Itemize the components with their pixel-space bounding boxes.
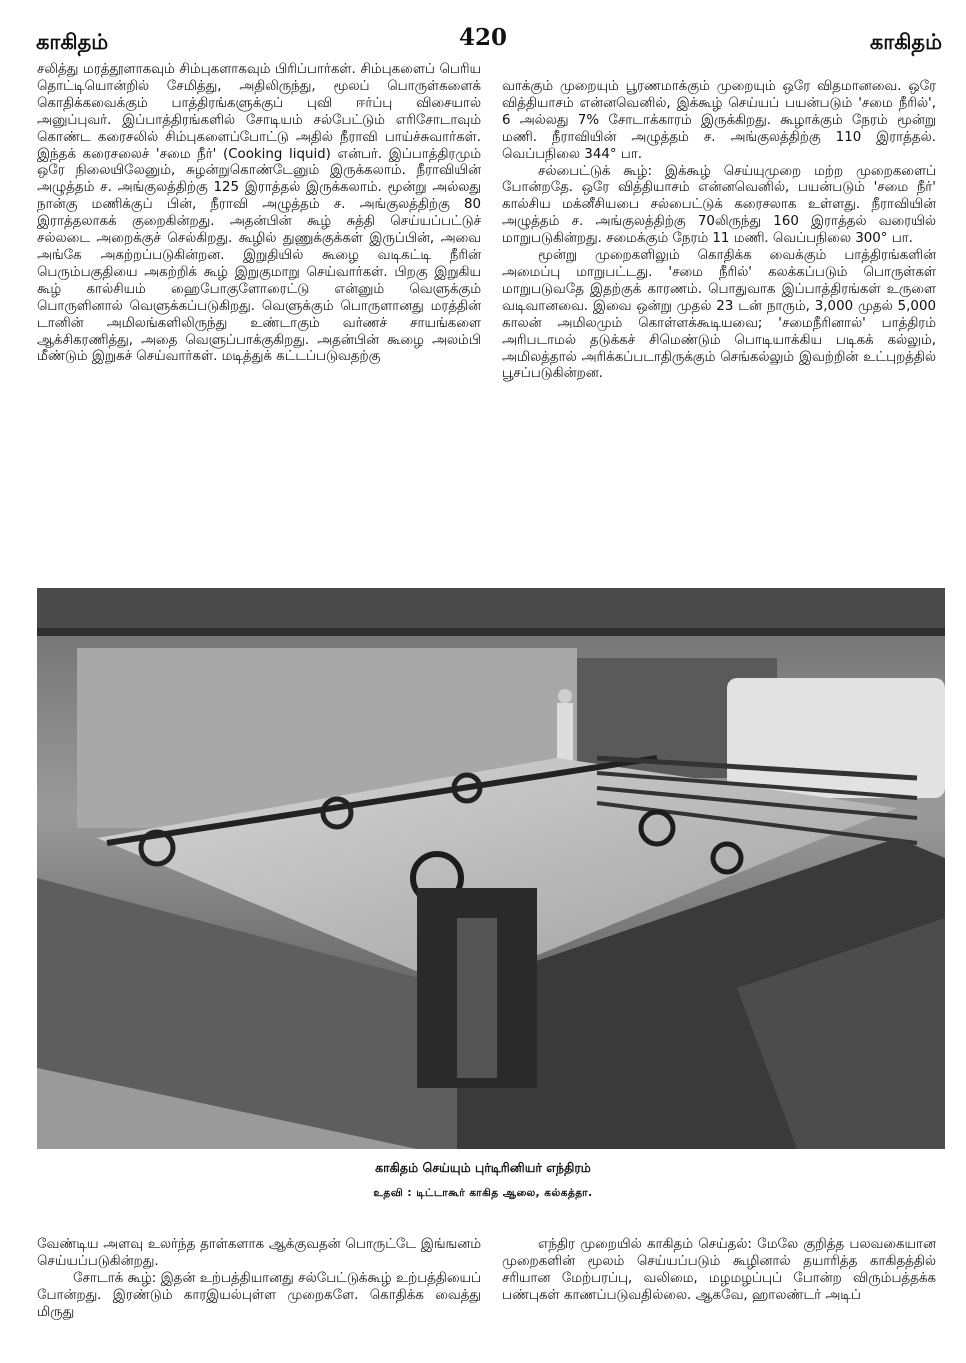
running-head-left: காகிதம் xyxy=(36,30,109,54)
figure-caption: காகிதம் செய்யும் புர்டிரினியர் எந்திரம் xyxy=(375,1160,591,1175)
paragraph: சல்பைட்டுக் கூழ்: இக்கூழ் செய்யுமுறை மற்ற முறைகளைப் போன்றதே. ஒரே வித்தியாசம் என்னவெனில், பயன்படும் 'சமை நீர்' கால்சிய மக்னீசியபை சல்பைட்டுக் கரைசலாக உள்ளது. நீராவியின் அழுத்தம் ச. அங்குலத்திற்கு 70லிருந்து 160 இராத்தல் வரையில் மாறுபடுகின்றது. சமைக்கும் நேரம் 11 மணி. வெப்பநிலை 300° பா. xyxy=(502,163,936,247)
paragraph: சலித்து மரத்தூளாகவும் சிம்புகளாகவும் பிரிப்பார்கள். சிம்புகளைப் பெரிய தொட்டியொன்றில் சேமித்து, அதிலிருந்து, மூலப் பொருள்களைக் கொதிக்கவைக்கும் பாத்திரங்களுக்குப் புவி ஈர்ப்பு விசையால் அனுப்புவர். இப்பாத்திரங்களில் சோடியம் சல்பேட்டும் எரிசோடாவும் கொண்ட கரைசலில் சிம்புகளைப்போட்டு அதில் நீராவி பாய்ச்சுவார்கள். இந்தக் கரைசலைச் 'சமை நீர்' (Cooking liquid) என்பர். இப்பாத்திரமும் ஒரே நிலையிலேனும், சுழன்றுகொண்டேனும் இருக்கலாம். நீராவியின் அழுத்தம் ச. அங்குலத்திற்கு 125 இராத்தல் இருக்கலாம். மூன்று அல்லது நான்கு மணிக்குப் பின், நீராவி அழுத்தம் ச. அங்குலத்திற்கு 80 இராத்தலாகக் குறைகின்றது. அதன்பின் கூழ் சுத்தி செய்யப்பட்டுச் சல்லடை அறைக்குச் செல்கிறது. கூழில் துணுக்குக்கள் இருப்பின், அவை அங்கே அகற்றப்படுகின்றன. இறுதியில் கூழை வடிகட்டி நீரின் பெரும்பகுதியை அகற்றிக் கூழ் இறுகுமாறு செய்வார்கள். பிறகு இறுகிய கூழ் கால்சியம் ஹைபோகுளோரைட்டு என்னும் வெளுக்கும் பொருளினால் வெளுக்கப்படுகிறது. வெளுக்கும் பொருளானது மரத்தின் டானின் அமிலங்களிலிருந்து உண்டாகும் வர்ணச் சாயங்களை ஆக்சிகரணித்து, அதை வெளுப்பாக்குகிறது. அதன்பின் கூழை அலம்பி மீண்டும் இறுகச் செய்வார்கள். மடித்துக் கட்டப்படுவதற்கு xyxy=(37,62,481,365)
column-top-right xyxy=(502,79,936,383)
running-head-right: காகிதம் xyxy=(869,30,942,54)
paper-machine-photo xyxy=(37,588,945,1149)
page-header xyxy=(0,0,966,60)
paragraph: வேண்டிய அளவு உலர்ந்த தாள்களாக ஆக்குவதன் பொருட்டே இங்ஙனம் செய்யப்படுகின்றது. xyxy=(37,1237,481,1269)
paragraph: எந்திர முறையில் காகிதம் செய்தல்: மேலே குறித்த பலவகையான முறைகளின் மூலம் செய்யப்படும் கூழினால் தயாரித்த காகிதத்தில் சரியான மேற்பரப்பு, வலிமை, மழமழப்புப் போன்ற விரும்பத்தக்க பண்புகள் காணப்படுவதில்லை. ஆகவே, ஹாலண்டர் அடிப் xyxy=(502,1237,936,1303)
figure-credit: உதவி : டிட்டாகூர் காகித ஆலை, கல்கத்தா. xyxy=(373,1187,593,1199)
paragraph: மூன்று முறைகளிலும் கொதிக்க வைக்கும் பாத்திரங்களின் அமைப்பு மாறுபட்டது. 'சமை நீரில்' கலக்கப்படும் பொருள்கள் மாறுபடுவதே இதற்குக் காரணம். பொதுவாக இப்பாத்திரங்கள் உருளை வடிவானவை. இவை ஒன்று முதல் 23 டன் நாரும், 3,000 முதல் 5,000 காலன் அமிலமும் கொள்ளக்கூடியவை; 'சமைநீரினால்' பாத்திரம் அரிபடாமல் தடுக்கச் சிமெண்டும் பொடியாக்கிய படிகக் கல்லும், அமிலத்தால் அரிக்கப்படாதிருக்கும் செங்கல்லும் இவற்றின் உட்புறத்தில் பூசப்படுகின்றன. xyxy=(502,248,936,382)
paragraph: வாக்கும் முறையும் பூரணமாக்கும் முறையும் ஒரே விதமானவை. ஒரே வித்தியாசம் என்னவெனில், இக்கூழ் செய்யப் பயன்படும் 'சமை நீரில்', 6 அல்லது 7% சோடாக்காரம் இருக்கிறது. கூழாக்கும் நேரம் மூன்று மணி. நீராவியின் அழுத்தம் ச. அங்குலத்திற்கு 110 இராத்தல். வெப்பநிலை 344° பா. xyxy=(502,79,936,162)
paragraph: சோடாக் கூழ்: இதன் உற்பத்தியானது சல்பேட்டுக்கூழ் உற்பத்தியைப் போன்றது. இரண்டும் காரஇயல்புள்ள முறைகளே. கொதிக்க வைத்து மிருது xyxy=(37,1270,481,1320)
column-top-left xyxy=(37,62,481,366)
column-bottom-left xyxy=(37,1237,481,1322)
column-bottom-right xyxy=(502,1237,936,1305)
page-number: 420 xyxy=(458,24,507,51)
